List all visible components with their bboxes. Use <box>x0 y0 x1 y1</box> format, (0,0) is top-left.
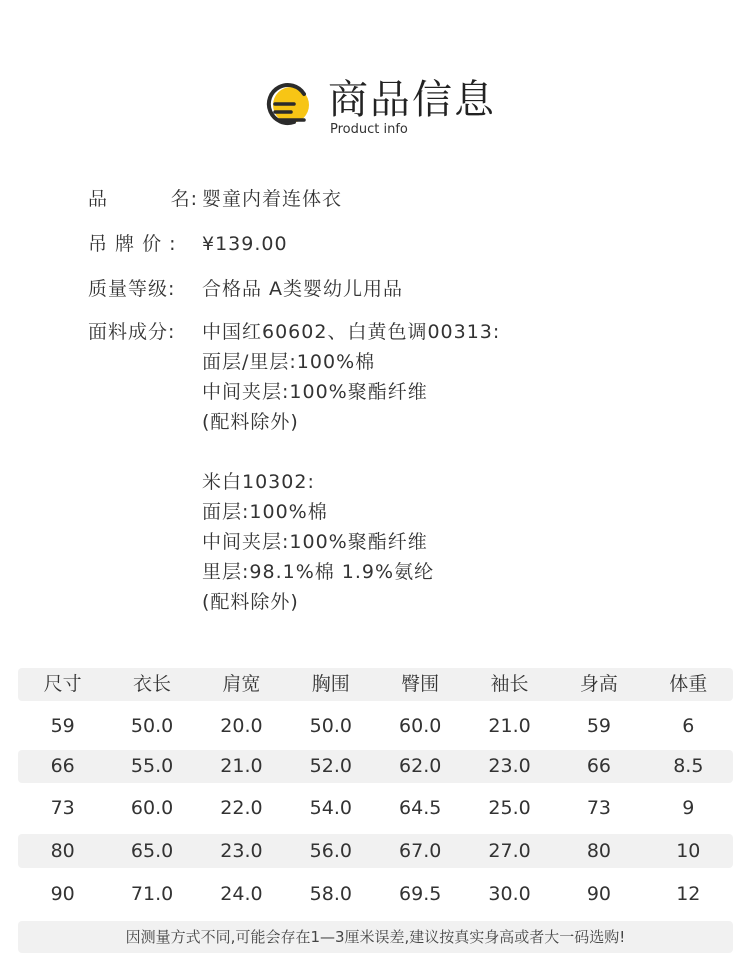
material-line: (配料除外) <box>202 591 299 613</box>
table-cell: 90 <box>586 883 612 905</box>
material-line: 中国红60602、白黄色调00313: <box>202 321 501 343</box>
table-cell: 25.0 <box>488 797 531 819</box>
table-cell: 80 <box>50 840 75 862</box>
grade-value: 合格品 A类婴幼儿用品 <box>202 278 404 300</box>
material-line: 里层:98.1%棉 1.9%氨纶 <box>202 561 435 583</box>
material-line: (配料除外) <box>202 411 299 433</box>
table-cell: 71.0 <box>130 883 174 905</box>
table-row <box>18 790 733 826</box>
document-list-icon <box>264 82 314 132</box>
table-cell: 65.0 <box>130 840 174 862</box>
table-header-cell: 胸围 <box>311 673 350 695</box>
price-value: ¥139.00 <box>202 233 288 255</box>
table-header-cell: 衣长 <box>133 673 172 695</box>
table-cell: 69.5 <box>399 883 442 905</box>
table-cell: 56.0 <box>309 840 352 862</box>
table-cell: 60.0 <box>399 715 442 737</box>
table-cell: 23.0 <box>220 840 263 862</box>
material-spacer <box>202 437 500 467</box>
table-cell: 80 <box>586 840 612 862</box>
measurement-note: 因测量方式不同,可能会存在1—3厘米误差,建议按真实身高或者大一码选购! <box>18 921 733 953</box>
table-cell: 8.5 <box>673 755 704 777</box>
table-header-cell: 尺寸 <box>43 673 82 695</box>
table-cell: 73 <box>586 797 612 819</box>
table-cell: 66 <box>586 755 612 777</box>
section-header <box>0 72 750 142</box>
table-row <box>18 876 733 912</box>
table-cell: 23.0 <box>488 755 531 777</box>
table-cell: 52.0 <box>309 755 352 777</box>
name-label: 品 名: <box>88 188 198 210</box>
table-cell: 55.0 <box>130 755 174 777</box>
material-line: 米白10302: <box>202 471 315 493</box>
table-cell: 20.0 <box>220 715 263 737</box>
table-cell: 50.0 <box>309 715 352 737</box>
table-row <box>18 834 733 868</box>
table-header-cell: 体重 <box>669 673 708 695</box>
material-line: 中间夹层:100%聚酯纤维 <box>202 531 428 553</box>
table-cell: 62.0 <box>399 755 442 777</box>
grade-label: 质量等级: <box>88 278 176 300</box>
table-cell: 22.0 <box>220 797 263 819</box>
table-cell: 54.0 <box>309 797 352 819</box>
table-header-row <box>18 668 733 701</box>
table-cell: 24.0 <box>220 883 263 905</box>
table-cell: 67.0 <box>399 840 442 862</box>
table-cell: 60.0 <box>130 797 174 819</box>
material-label: 面料成分: <box>88 321 176 343</box>
material-line: 面层/里层:100%棉 <box>202 351 376 373</box>
page-subtitle: Product info <box>330 122 408 137</box>
table-cell: 21.0 <box>488 715 531 737</box>
material-line: 中间夹层:100%聚酯纤维 <box>202 381 428 403</box>
table-cell: 6 <box>682 715 695 737</box>
price-label: 吊 牌 价 : <box>88 233 177 255</box>
table-header-cell: 臀围 <box>401 673 440 695</box>
page-title: 商品信息 <box>328 77 496 123</box>
table-row <box>18 750 733 783</box>
table-cell: 66 <box>50 755 75 777</box>
table-header-cell: 袖长 <box>490 673 529 695</box>
table-cell: 58.0 <box>309 883 352 905</box>
table-cell: 30.0 <box>488 883 531 905</box>
name-value: 婴童内着连体衣 <box>202 188 343 210</box>
table-row <box>18 708 733 744</box>
table-cell: 90 <box>50 883 75 905</box>
table-cell: 10 <box>676 840 701 862</box>
table-cell: 64.5 <box>399 797 442 819</box>
table-header-cell: 身高 <box>579 673 618 695</box>
table-cell: 21.0 <box>220 755 263 777</box>
table-cell: 27.0 <box>488 840 531 862</box>
table-cell: 9 <box>682 797 695 819</box>
material-line: 面层:100%棉 <box>202 501 328 523</box>
table-cell: 59 <box>50 715 75 737</box>
table-cell: 12 <box>676 883 701 905</box>
table-cell: 50.0 <box>130 715 174 737</box>
table-cell: 73 <box>50 797 75 819</box>
material-lines <box>202 317 500 617</box>
table-cell: 59 <box>586 715 612 737</box>
table-header-cell: 肩宽 <box>222 673 261 695</box>
